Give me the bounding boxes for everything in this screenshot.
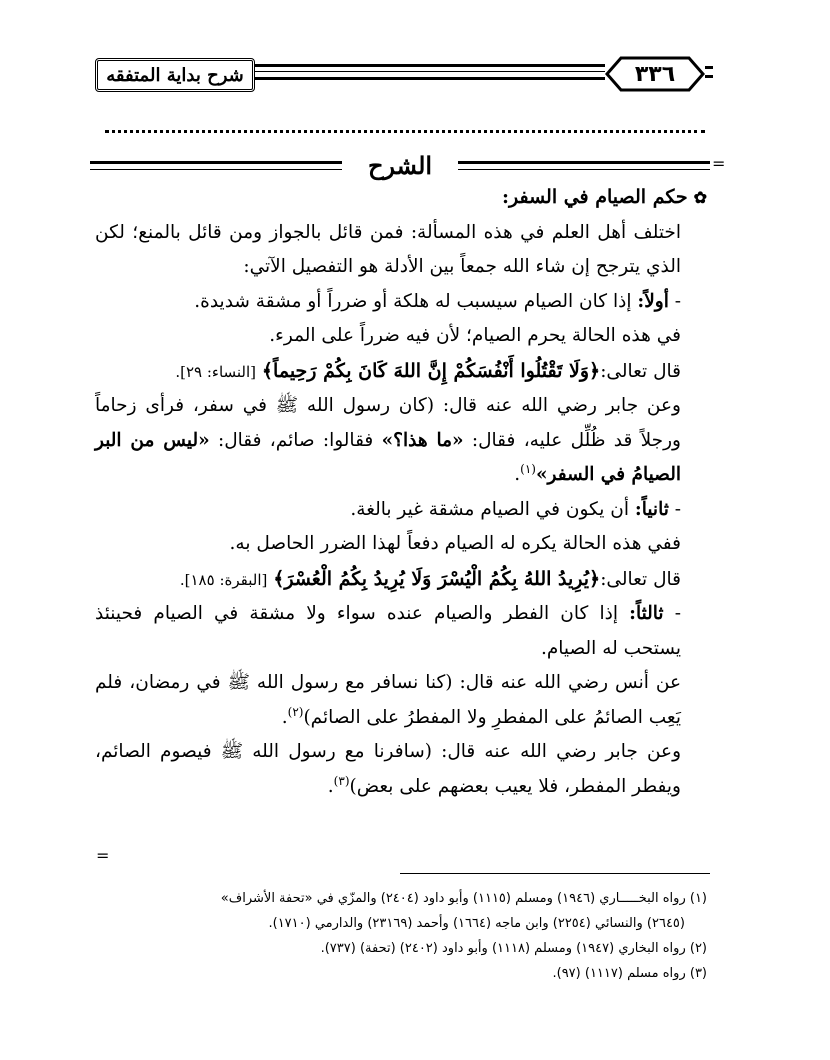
footnote-ref-1: (١) [520, 461, 536, 476]
margin-mark: = [712, 154, 726, 173]
page-number-text: ٣٣٦ [634, 61, 676, 87]
heading-rule-right [458, 161, 710, 170]
section-heading [90, 148, 710, 182]
hadith-question: «ما هذا؟» [381, 429, 464, 451]
footnote-2: (٢) رواه البخاري (١٩٤٧) ومسلم (١١١٨) وأبو داود (٢٤٠٢) (تحفة) (٧٣٧). [320, 941, 707, 956]
case-3-text: إذا كان الفطر والصيام عنده سواء ولا مشقة في الصيام فحينئذ يستحب له الصيام. [95, 603, 681, 659]
subheading [95, 180, 707, 216]
heading-rule-left [90, 161, 342, 170]
main-text [95, 180, 707, 804]
header-rule-bottom [255, 77, 605, 80]
flower-icon: ✿ [693, 188, 707, 207]
hadith-answer: «ليس من البر الصيامُ في السفر» [95, 429, 681, 485]
case-2-verse [95, 562, 707, 598]
case-1: - أولاً: إذا كان الصيام سيسبب له هلكة أو ضرراً أو مشقة شديدة. [194, 290, 681, 312]
verse-intro: قال تعالى: [600, 568, 681, 590]
quran-verse: ﴿يُرِيدُ اللهُ بِكُمُ الْيُسْرَ وَلَا يُرِيدُ بِكُمُ الْعُسْرَ﴾ [273, 567, 601, 590]
case-2-label: ثانياً: [634, 498, 669, 520]
header-rule-middle [255, 71, 605, 72]
case-1-hadith: وعن جابر رضي الله عنه قال: (كان رسول الله ﷺ في سفر، فرأى زحاماً ورجلاً قد ظُلِّل عليه، فقال: «ما هذا؟» فقالوا: صائم، فقال: «ليس من البر الصيامُ في السفر»$^{(١)}$. [95, 395, 681, 485]
footnote-ref-3: (٣) [333, 773, 350, 788]
hadith-intro: وعن جابر رضي الله عنه قال: (كان رسول الله ﷺ في سفر، فرأى زحاماً ورجلاً قد ظُلِّل عليه، فقال: [95, 395, 681, 451]
case-1-label: أولاً: [637, 290, 669, 312]
section-heading-text: الشرح [367, 150, 433, 180]
verse-intro: قال تعالى: [600, 360, 681, 382]
footnote-1: (١) رواه البخـــــاري (١٩٤٦) ومسلم (١١١٥) وأبو داود (٢٤٠٤) والمزّي في «تحفة الأشراف» [220, 891, 707, 906]
jabir-hadith-text: وعن جابر رضي الله عنه قال: (سافرنا مع رسول الله ﷺ فيصوم الصائم، ويفطر المفطر، فلا يعيب بعضهم على بعض) [95, 741, 681, 797]
header-rule-right-top [705, 66, 713, 69]
case-2: - ثانياً: أن يكون في الصيام مشقة غير بالغة. [350, 498, 681, 520]
verse-reference: [البقرة: ١٨٥]. [179, 570, 268, 589]
page-number [605, 56, 705, 92]
case-1-text: إذا كان الصيام سيسبب له هلكة أو ضرراً أو مشقة شديدة. [194, 290, 632, 312]
jabir-hadith: وعن جابر رضي الله عنه قال: (سافرنا مع رسول الله ﷺ فيصوم الصائم، ويفطر المفطر، فلا يعيب بعضهم على بعض)$^{(٣)}$. [95, 741, 681, 797]
intro-paragraph: اختلف أهل العلم في هذه المسألة: فمن قائل بالجواز ومن قائل بالمنع؛ لكن الذي يترجح إن شاء الله جمعاً بين الأدلة هو التفصيل الآتي: [95, 221, 681, 277]
anas-hadith-text: عن أنس رضي الله عنه قال: (كنا نسافر مع رسول الله ﷺ في رمضان، فلم يَعِب الصائمُ على المفطرِ ولا المفطرُ على الصائم) [95, 672, 681, 728]
case-3: - ثالثاً: إذا كان الفطر والصيام عنده سواء ولا مشقة في الصيام فحينئذ يستحب له الصيام. [95, 603, 681, 659]
hadith-mid: فقالوا: صائم، فقال: [217, 429, 374, 451]
subheading-text: حكم الصيام في السفر: [501, 186, 688, 208]
case-2-ruling: ففي هذه الحالة يكره له الصيام دفعاً لهذا الضرر الحاصل به. [229, 533, 681, 554]
case-2-text: أن يكون في الصيام مشقة غير بالغة. [350, 498, 629, 520]
case-1-ruling: في هذه الحالة يحرم الصيام؛ لأن فيه ضرراً على المرء. [269, 325, 681, 346]
footnote-1-continued: (٢٦٤٥) والنسائي (٢٢٥٤) وابن ماجه (١٦٦٤) وأحمد (٢٣١٦٩) والدارمي (١٧١٠). [268, 916, 685, 931]
footnotes [95, 886, 707, 986]
footnote-separator [400, 873, 710, 874]
dotted-separator [105, 130, 705, 133]
case-1-verse [95, 354, 707, 390]
page-header [0, 0, 830, 110]
header-rule-top [255, 64, 605, 67]
case-3-label: ثالثاً: [629, 603, 664, 624]
footnote-ref-2: (٢) [287, 704, 304, 719]
header-rule-right-bottom [705, 75, 713, 78]
quran-verse: ﴿وَلَا تَقْتُلُوا أَنْفُسَكُمْ إِنَّ اللهَ كَانَ بِكُمْ رَحِيماً﴾ [261, 359, 601, 382]
verse-reference: [النساء: ٢٩]. [175, 362, 257, 381]
footnote-3: (٣) رواه مسلم (١١١٧) (٩٧). [552, 966, 707, 981]
margin-mark: = [96, 846, 110, 865]
anas-hadith: عن أنس رضي الله عنه قال: (كنا نسافر مع رسول الله ﷺ في رمضان، فلم يَعِب الصائمُ على المفطرِ ولا المفطرُ على الصائم)$^{(٢)}$. [95, 672, 681, 728]
book-title: شرح بداية المتفقه [95, 58, 255, 92]
